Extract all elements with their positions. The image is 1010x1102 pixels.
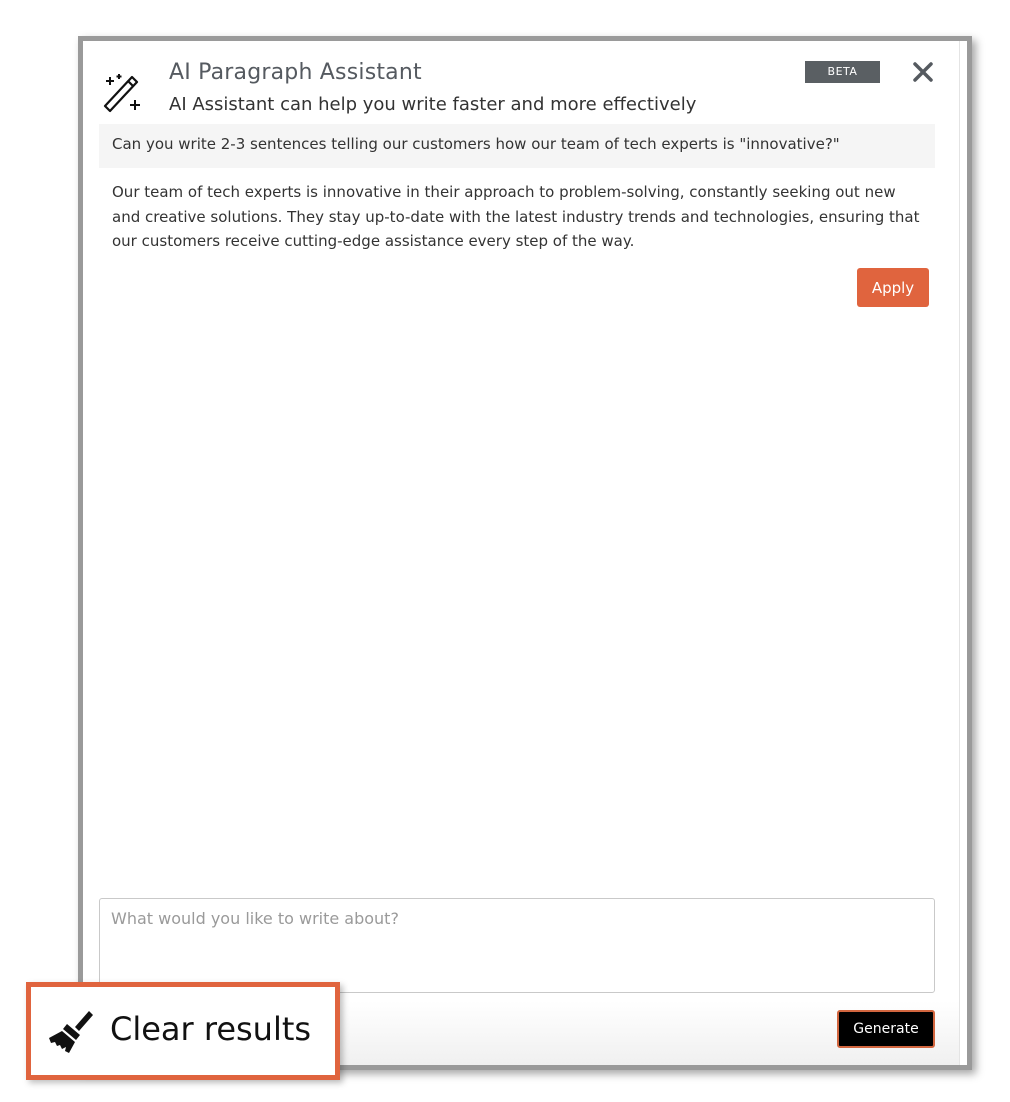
close-icon bbox=[909, 71, 937, 90]
ai-assistant-dialog bbox=[78, 36, 972, 1070]
magic-wand-icon bbox=[100, 71, 144, 115]
ai-response: Our team of tech experts is innovative in their approach to problem-solving, constantly seeking out new and creative solutions. They stay up-to-date with the latest industry trends and technologies, ensuring that our customers receive cutting-edge assistance every step of the way. bbox=[112, 183, 920, 250]
apply-button[interactable]: Apply bbox=[857, 268, 929, 307]
beta-badge: BETA bbox=[805, 61, 880, 83]
dialog-body bbox=[83, 41, 960, 1065]
dialog-subtitle: AI Assistant can help you write faster and more effectively bbox=[169, 94, 697, 115]
broom-icon bbox=[47, 1007, 97, 1057]
clear-results-label: Clear results bbox=[110, 1010, 312, 1048]
dialog-title: AI Paragraph Assistant bbox=[169, 60, 422, 85]
clear-results-button[interactable] bbox=[26, 982, 340, 1080]
close-button[interactable] bbox=[909, 58, 937, 86]
write-about-input[interactable] bbox=[99, 898, 935, 993]
user-prompt: Can you write 2-3 sentences telling our customers how our team of tech experts is "innovative?" bbox=[99, 124, 935, 168]
generate-button[interactable]: Generate bbox=[837, 1010, 935, 1048]
